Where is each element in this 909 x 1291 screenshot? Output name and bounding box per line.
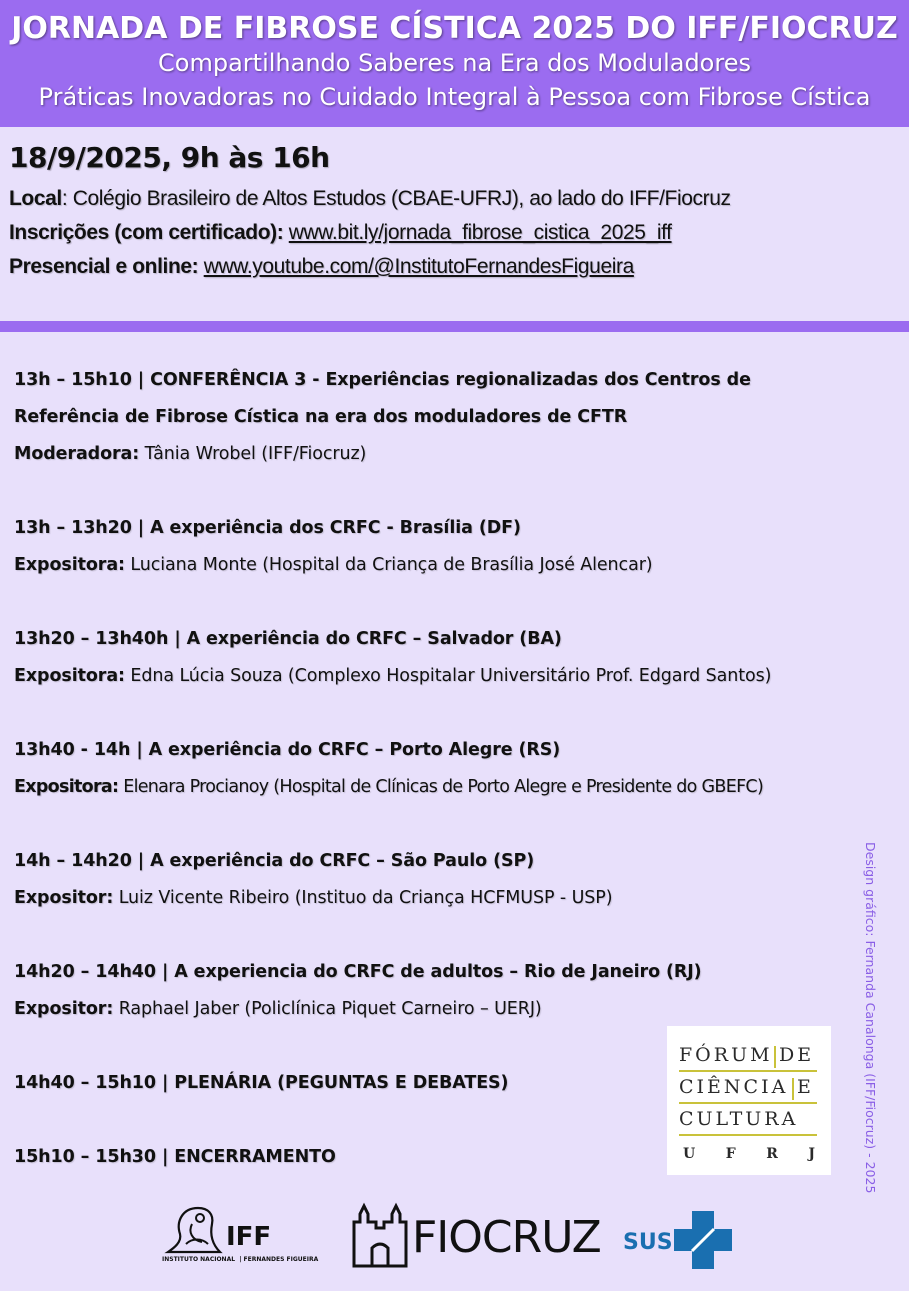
sus-logo-text: SUS — [623, 1230, 673, 1255]
event-subtitle-2: Práticas Inovadoras no Cuidado Integral à Pessoa com Fibrose Cística — [38, 83, 871, 111]
event-header — [0, 0, 909, 127]
forum-word-5: CULTURA — [679, 1108, 799, 1130]
moderator-value: Tânia Wrobel (IFF/Fiocruz) — [139, 444, 367, 464]
session-3-speaker — [14, 769, 884, 806]
moderator-label: Moderadora: — [14, 444, 140, 464]
design-credit: Design gráfico: Fernanda Canalonga (IFF/Fiocruz) - 2025 — [863, 842, 878, 1194]
session-4-title: 14h – 14h20 | A experiência do CRFC – São Paulo (SP) — [14, 851, 535, 871]
speaker-value: Luciana Monte (Hospital da Criança de Brasília José Alencar) — [124, 555, 653, 575]
event-online — [9, 255, 634, 279]
speaker-label: Expositor: — [14, 999, 114, 1019]
speaker-label: Expositora: — [14, 555, 125, 575]
location-value: : Colégio Brasileiro de Altos Estudos (CBAE-UFRJ), ao lado do IFF/Fiocruz — [61, 187, 731, 210]
conference-moderator — [14, 436, 884, 473]
session-5-title: 14h20 – 14h40 | A experiencia do CRFC de adultos – Rio de Janeiro (RJ) — [14, 962, 702, 982]
online-label: Presencial e online: — [9, 255, 199, 278]
speaker-label: Expositor: — [14, 888, 114, 908]
closing-item: 15h10 – 15h30 | ENCERRAMENTO — [14, 1147, 336, 1167]
speaker-value: Edna Lúcia Souza (Complexo Hospitalar Universitário Prof. Edgard Santos) — [124, 666, 772, 686]
conference-title-line-2: Referência de Fibrose Cística na era dos moduladores de CFTR — [14, 407, 628, 427]
footer-logos — [0, 1190, 909, 1291]
event-signup — [9, 221, 672, 245]
forum-word-2: DE — [779, 1044, 815, 1066]
fiocruz-castle-icon — [350, 1202, 410, 1268]
sus-cross-icon — [672, 1209, 734, 1271]
event-location — [9, 187, 731, 211]
forum-ciencia-cultura-logo — [667, 1026, 831, 1175]
speaker-value: Luiz Vicente Ribeiro (Instituo da Criança HCFMUSP - USP) — [113, 888, 613, 908]
location-label: Local — [9, 187, 62, 210]
forum-word-3: CIÊNCIA — [679, 1076, 789, 1098]
fiocruz-logo-text: FIOCRUZ — [412, 1212, 601, 1263]
session-5-speaker — [14, 991, 884, 1028]
session-1-speaker — [14, 547, 884, 584]
event-subtitle-1: Compartilhando Saberes na Era dos Moduladores — [158, 49, 751, 77]
speaker-value: Raphael Jaber (Policlínica Piquet Carneiro – UERJ) — [113, 999, 542, 1019]
session-3-title: 13h40 - 14h | A experiência do CRFC – Porto Alegre (RS) — [14, 740, 561, 760]
signup-label: Inscrições (com certificado): — [9, 221, 284, 244]
iff-mother-child-icon — [162, 1204, 224, 1256]
session-1-title: 13h – 13h20 | A experiência dos CRFC - Brasília (DF) — [14, 518, 521, 538]
youtube-link[interactable]: www.youtube.com/@InstitutoFernandesFigueira — [203, 255, 634, 278]
speaker-label: Expositora: — [14, 777, 119, 797]
forum-word-1: FÓRUM — [679, 1044, 773, 1066]
session-2-title: 13h20 – 13h40h | A experiência do CRFC – Salvador (BA) — [14, 629, 562, 649]
iff-logo-text: IFF — [226, 1222, 272, 1252]
conference-title-line-1: 13h – 15h10 | CONFERÊNCIA 3 - Experiências regionalizadas dos Centros de — [14, 370, 751, 390]
event-date: 18/9/2025, 9h às 16h — [9, 141, 330, 174]
forum-word-4: E — [797, 1076, 814, 1098]
event-title: JORNADA DE FIBROSE CÍSTICA 2025 DO IFF/FIOCRUZ — [11, 11, 898, 46]
session-4-speaker — [14, 880, 884, 917]
speaker-value: Elenara Procianoy (Hospital de Clínicas de Porto Alegre e Presidente do GBEFC) — [118, 777, 764, 797]
event-info — [0, 127, 909, 321]
session-2-speaker — [14, 658, 884, 695]
speaker-label: Expositora: — [14, 666, 125, 686]
plenary-item: 14h40 – 15h10 | PLENÁRIA (PEGUNTAS E DEBATES) — [14, 1073, 509, 1093]
section-divider — [0, 321, 909, 332]
iff-logo-subtext: INSTITUTO NACIONAL | FERNANDES FIGUEIRA — [162, 1256, 319, 1263]
forum-ufrj: U F R J — [683, 1146, 815, 1162]
signup-link[interactable]: www.bit.ly/jornada_fibrose_cistica_2025_iff — [288, 221, 672, 244]
